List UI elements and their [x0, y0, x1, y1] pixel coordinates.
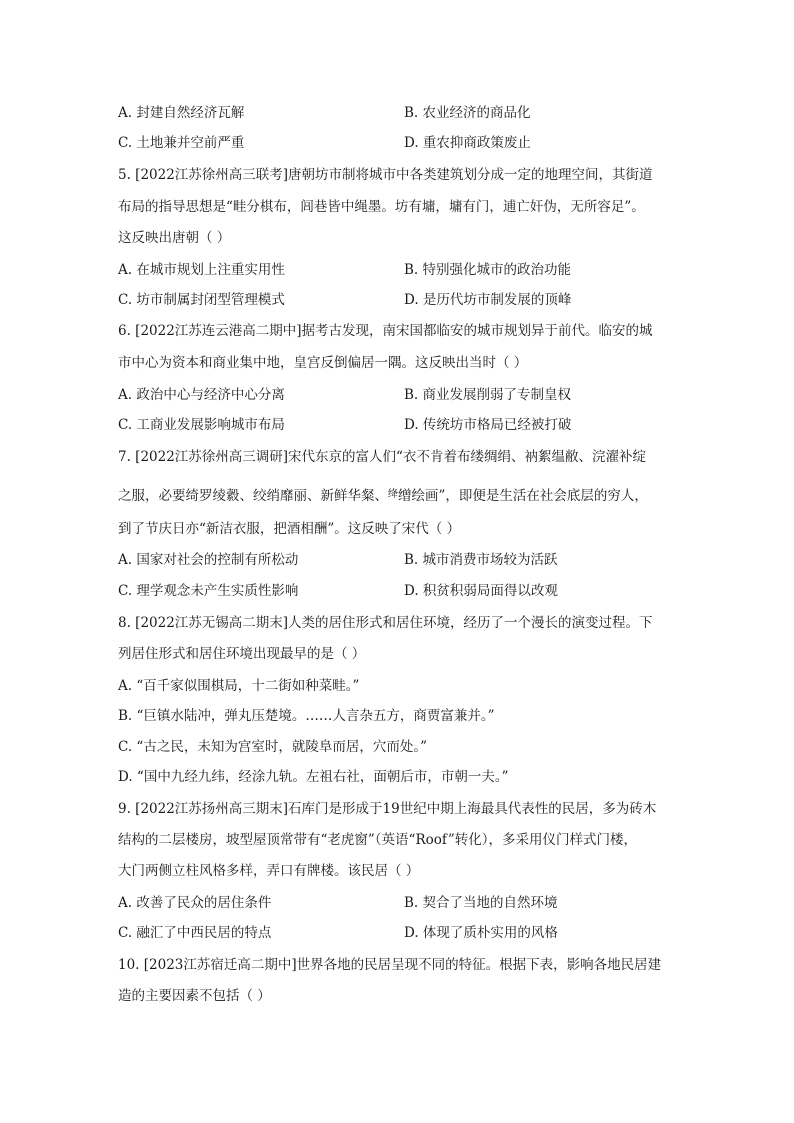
q7-stem-line3: 到了节庆日亦“新洁衣服，把酒相酬”。这反映了宋代（ ）	[118, 521, 461, 537]
q7-stem-line2-small-char: 绛	[388, 489, 398, 500]
q4-option-a: A. 封建自然经济瓦解	[118, 105, 245, 121]
q9-option-a: A. 改善了民众的居住条件	[118, 895, 272, 911]
q5-option-d: D. 是历代坊市制发展的顶峰	[404, 292, 572, 308]
q9-stem-line3: 大门两侧立柱风格多样，弄口有牌楼。该民居（ ）	[118, 863, 420, 879]
q7-option-d: D. 积贫积弱局面得以改观	[404, 583, 558, 599]
q5-stem-line3: 这反映出唐朝（ ）	[118, 230, 231, 246]
q8-stem-line1: 8. [2022江苏无锡高二期末]人类的居住形式和居住环境，经历了一个漫长的演变过程。下	[118, 615, 653, 631]
q9-option-c: C. 融汇了中西民居的特点	[118, 925, 272, 941]
q8-option-d: D. “国中九经九纬，经涂九轨。左祖右社，面朝后市，市朝一夫。”	[118, 769, 509, 785]
q4-option-b: B. 农业经济的商品化	[404, 105, 531, 121]
q5-stem-line1: 5. [2022江苏徐州高三联考]唐朝坊市制将城市中各类建筑划分成一定的地理空间，其街道	[118, 167, 653, 183]
q5-option-b: B. 特别强化城市的政治功能	[404, 262, 572, 278]
q6-option-c: C. 工商业发展影响城市布局	[118, 417, 285, 433]
q9-option-b: B. 契合了当地的自然环境	[404, 895, 558, 911]
q6-stem-line1: 6. [2022江苏连云港高二期中]据考古发现，南宋国都临安的城市规划异于前代。临安的城	[118, 323, 653, 339]
q6-option-d: D. 传统坊市格局已经被打破	[404, 417, 572, 433]
q7-stem-line2-part2: 缯绘画”，即便是生活在社会底层的穷人，	[398, 488, 648, 504]
q7-stem-line2	[118, 485, 648, 506]
q6-option-b: B. 商业发展削弱了专制皇权	[404, 387, 572, 403]
q10-stem-line2: 造的主要因素不包括（ ）	[118, 988, 271, 1004]
q7-stem-line2-part1: 之服，必要绮罗绫縠、绞绡靡丽、新鲜华粲、	[118, 488, 388, 504]
q8-option-a: A. “百千家似围棋局，十二街如种菜畦。”	[118, 678, 360, 694]
q4-option-d: D. 重农抑商政策废止	[404, 135, 531, 151]
q8-option-b: B. “巨镇水陆冲，弹丸压楚境。……人言杂五方，商贾富兼并。”	[118, 708, 495, 724]
q7-stem-line1: 7. [2022江苏徐州高三调研]宋代东京的富人们“衣不肯着布缕绸绢、衲絮缊敝、浣濯补绽	[118, 449, 646, 465]
q8-stem-line2: 列居住形式和居住环境出现最早的是（ ）	[118, 646, 366, 662]
q7-option-c: C. 理学观念未产生实质性影响	[118, 583, 299, 599]
q5-option-a: A. 在城市规划上注重实用性	[118, 262, 285, 278]
q8-option-c: C. “古之民，未知为宫室时，就陵阜而居，穴而处。”	[118, 739, 427, 755]
q9-stem-line1: 9. [2022江苏扬州高三期末]石库门是形成于19世纪中期上海最具代表性的民居，多为砖木	[118, 801, 657, 817]
q7-option-b: B. 城市消费市场较为活跃	[404, 552, 558, 568]
q10-stem-line1: 10. [2023江苏宿迁高二期中]世界各地的民居呈现不同的特征。根据下表，影响各地民居建	[118, 957, 662, 973]
q5-option-c: C. 坊市制属封闭型管理模式	[118, 292, 285, 308]
q9-option-d: D. 体现了质朴实用的风格	[404, 925, 558, 941]
q6-stem-line2: 市中心为资本和商业集中地，皇宫反倒偏居一隅。这反映出当时（ ）	[118, 355, 528, 371]
q7-option-a: A. 国家对社会的控制有所松动	[118, 552, 299, 568]
q5-stem-line2: 布局的指导思想是“畦分棋布，闾巷皆中绳墨。坊有墉，墉有门，逋亡奸伪，无所容足”。	[118, 199, 645, 215]
q4-option-c: C. 土地兼并空前严重	[118, 135, 245, 151]
q6-option-a: A. 政治中心与经济中心分离	[118, 387, 285, 403]
q9-stem-line2: 结构的二层楼房，坡型屋顶常带有“老虎窗”（英语“Roof”转化），多采用仪门样式门楼，	[118, 832, 638, 848]
